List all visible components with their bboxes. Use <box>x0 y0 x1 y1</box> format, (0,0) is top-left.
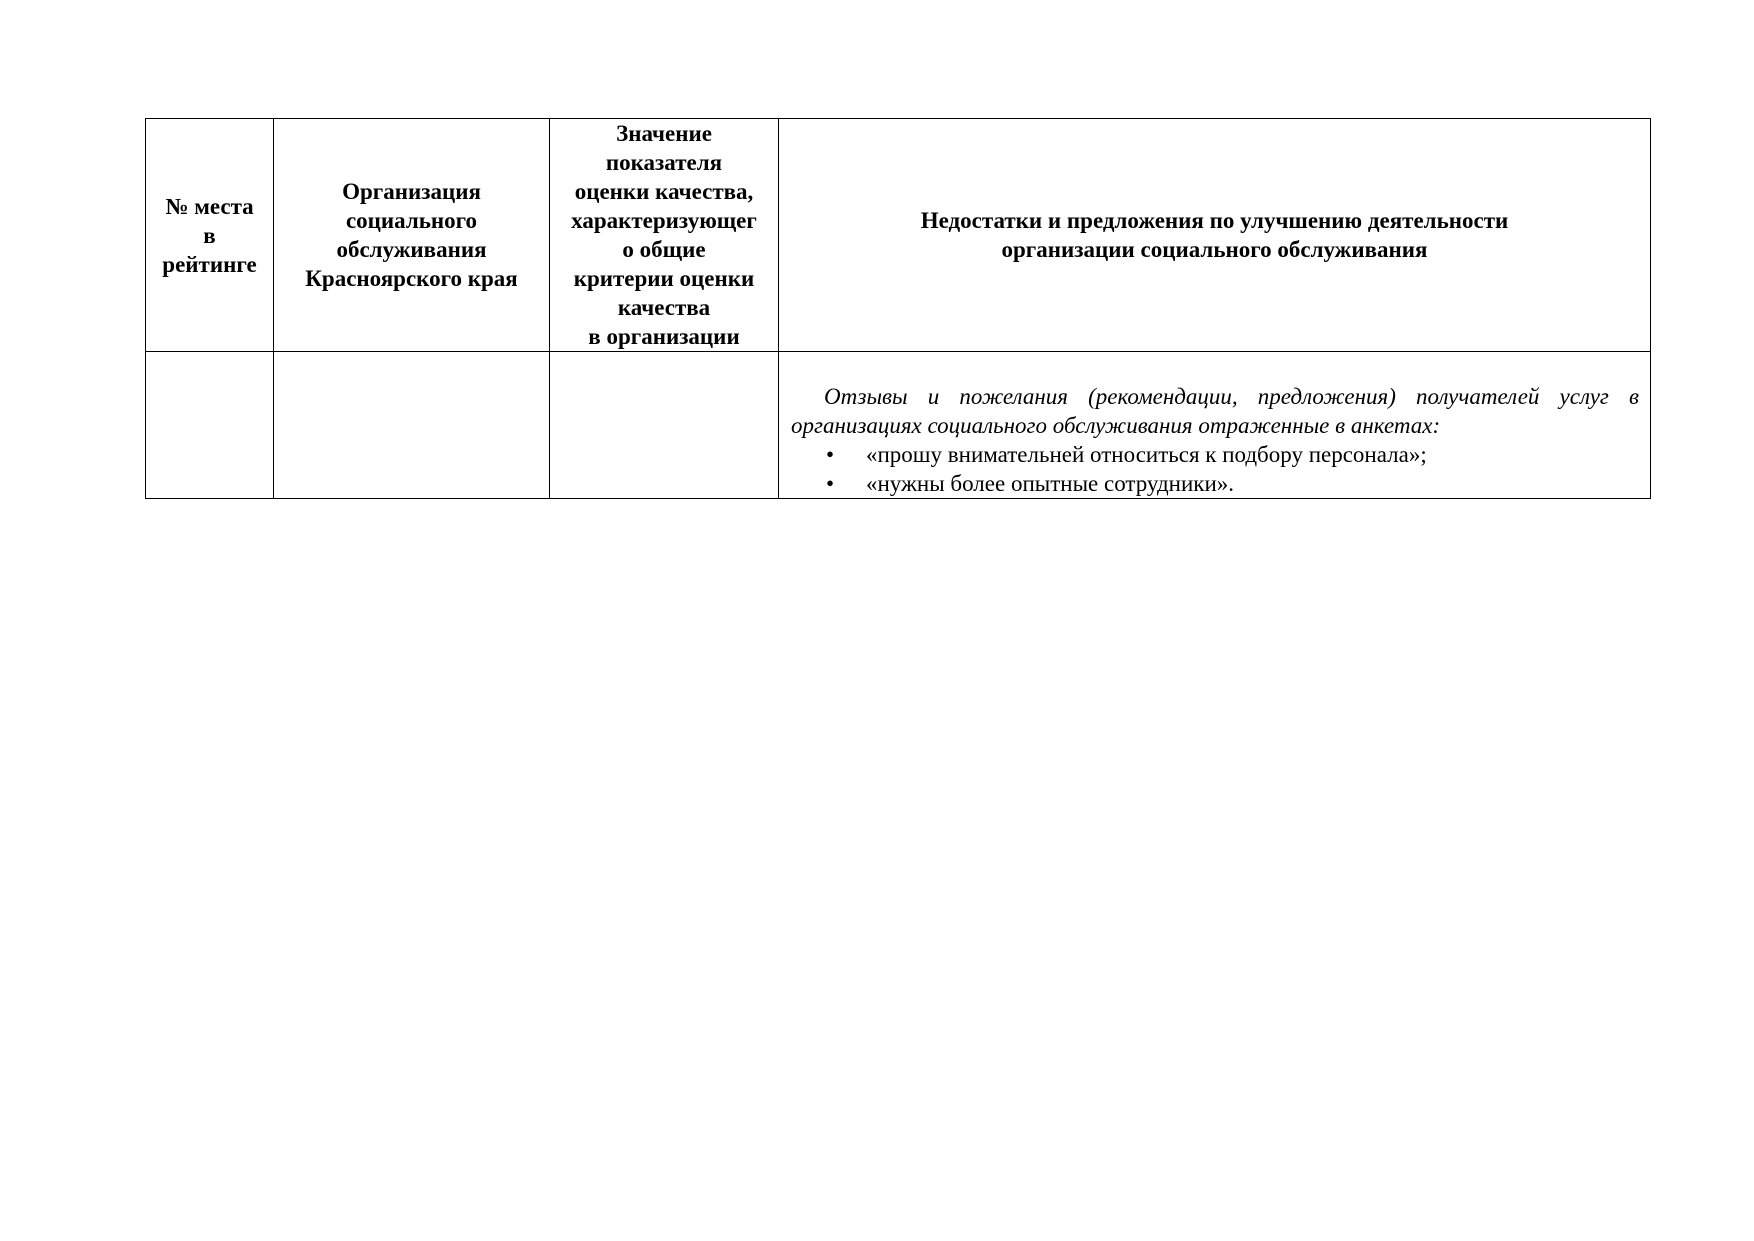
bullet-icon: • <box>826 471 835 496</box>
table-row <box>146 352 1651 499</box>
header-organization <box>274 119 550 352</box>
bullet-icon: • <box>826 442 835 467</box>
header-organization-text: Организация социального обслуживания Красноярского края <box>305 179 518 291</box>
list-item <box>791 469 1639 498</box>
header-shortcomings-text: Недостатки и предложения по улучшению деятельности организации социального обслуживания <box>920 208 1509 262</box>
header-quality-value <box>550 119 779 352</box>
cell-quality-value <box>550 352 779 499</box>
cell-organization <box>274 352 550 499</box>
list-item <box>791 440 1639 469</box>
cell-place <box>146 352 274 499</box>
header-place <box>146 119 274 352</box>
rating-table <box>145 118 1651 499</box>
cell-feedback <box>779 352 1651 499</box>
header-quality-value-text: Значение показателя оценки качества, характеризующег о общие критерии оценки качества в организации <box>571 121 757 349</box>
table-header-row <box>146 119 1651 352</box>
feedback-item-text: «нужны более опытные сотрудники». <box>866 471 1235 496</box>
feedback-item-text: «прошу внимательней относиться к подбору персонала»; <box>866 442 1427 467</box>
header-shortcomings <box>779 119 1651 352</box>
feedback-intro: Отзывы и пожелания (рекомендации, предложения) получателей услуг в организациях социального обслуживания отраженные в анкетах: <box>791 384 1639 438</box>
header-place-text: № места в рейтинге <box>162 193 257 277</box>
feedback-list <box>791 440 1639 498</box>
